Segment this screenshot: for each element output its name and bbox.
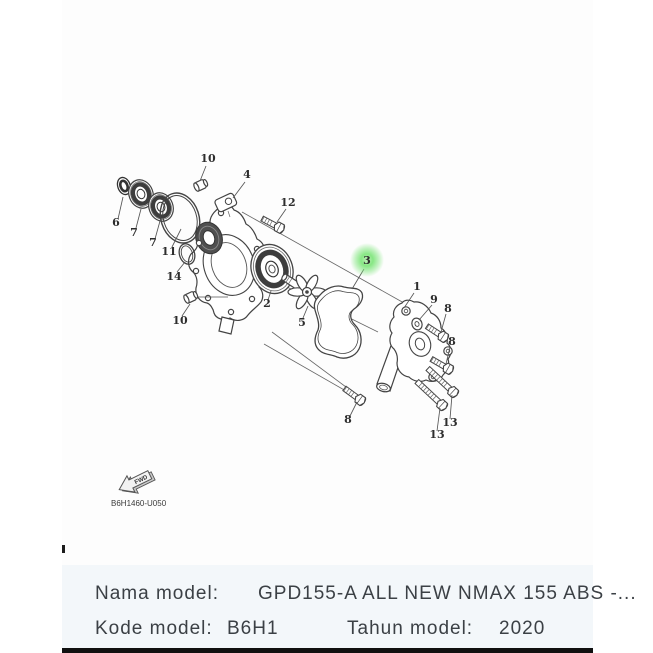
part-label-10-bottom: 10	[172, 314, 188, 327]
part-label-12: 12	[280, 196, 296, 209]
part-label-5: 5	[298, 316, 306, 329]
part-label-13-upper: 13	[442, 416, 458, 429]
model-info-panel	[62, 565, 637, 648]
tahun-model-label: Tahun model:	[347, 618, 474, 639]
nama-model-value: GPD155-A ALL NEW NMAX 155 ABS -...	[258, 583, 637, 604]
kode-model-label: Kode model:	[95, 618, 213, 639]
edge-tick-artifact	[62, 545, 65, 553]
part-label-1: 1	[413, 280, 421, 293]
part-plug-10-bottom	[183, 290, 199, 304]
nama-model-label: Nama model:	[95, 583, 219, 604]
part-label-3-highlighted: 3	[363, 254, 371, 267]
fwd-label: FWD	[133, 474, 149, 486]
diagram-code: B6H1460-U050	[111, 499, 167, 508]
part-plug-10-top	[193, 178, 209, 192]
fwd-arrow-icon	[115, 466, 157, 500]
part-gasket-3	[314, 286, 362, 358]
part-label-4: 4	[243, 168, 251, 181]
tahun-model-value: 2020	[499, 618, 546, 639]
part-label-7-left: 7	[130, 226, 138, 239]
part-label-10-top: 10	[200, 152, 216, 165]
part-label-8-middle: 8	[448, 335, 456, 348]
bottom-black-bar	[62, 648, 593, 653]
part-label-6: 6	[112, 216, 120, 229]
kode-model-value: B6H1	[227, 618, 279, 639]
part-label-11: 11	[161, 245, 177, 258]
part-label-8-bottom: 8	[344, 413, 352, 426]
part-label-14: 14	[166, 270, 182, 283]
part-bolt-8-bottom	[342, 385, 367, 407]
part-label-8-top: 8	[444, 302, 452, 315]
part-label-7-right: 7	[149, 236, 157, 249]
part-label-2: 2	[263, 297, 271, 310]
part-label-13-lower: 13	[429, 428, 445, 441]
part-label-9: 9	[430, 293, 438, 306]
